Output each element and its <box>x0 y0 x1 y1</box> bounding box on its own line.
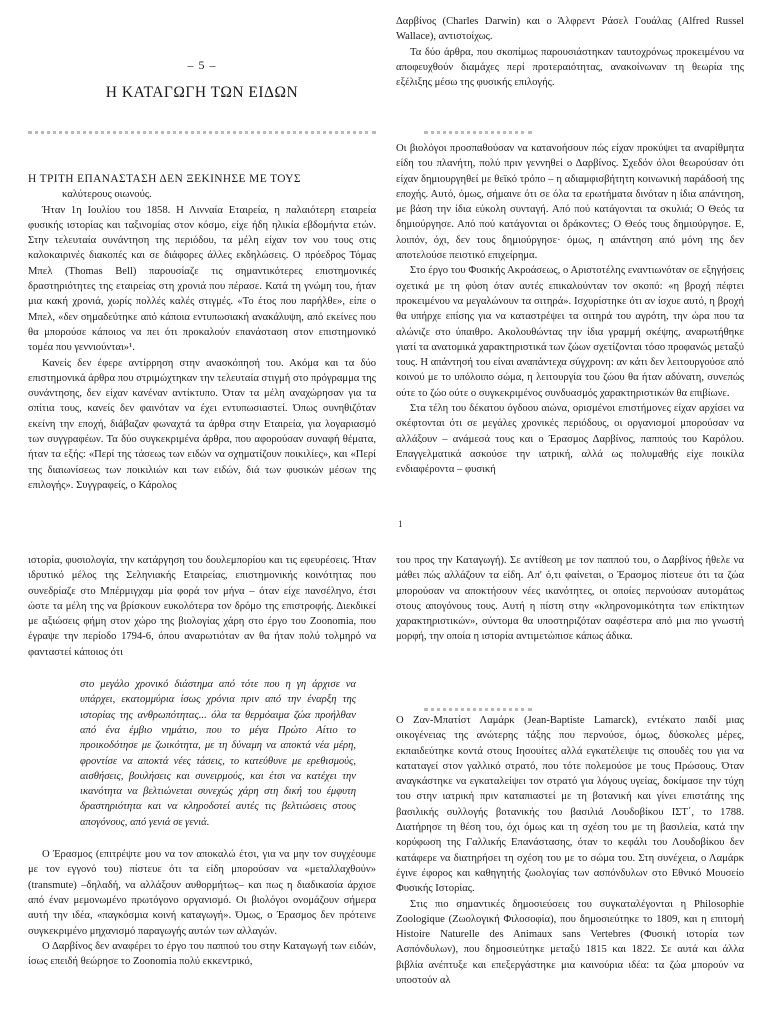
top-right-column-upper <box>396 14 744 90</box>
block-quote <box>28 677 376 830</box>
section-divider <box>424 708 532 711</box>
paragraph: Κανείς δεν έφερε αντίρρηση στην ανασκόπησή του. Ακόμα και τα δύο επιστημονικά άρθρα που στριμώχτηκαν την τελευταία στιγμή στο πρόγραμμα της συνάντησης, δεν είχαν κανέναν αντίκτυπο. Όταν τα μέλη αναχώρησαν για τα σπίτια τους, κανείς δεν φαινόταν να έχει εντυπωσιαστεί. Όπως συνηθιζόταν εκείνη την εποχή, διάβαζαν φωναχτά τα άρθρα στην Εταιρεία, για λογαριασμό των συγγραφέων. Τα δύο συγκεκριμένα άρθρα, που αφορούσαν συναφή θέματα, ήταν τα εξής: «Περί της τάσεως των ειδών να σχηματίζουν ποικιλίες», και «Περί της διαιωνίσεως των ποικιλιών και των ειδών, διά των φυσικών μέσων της επιλογής». Συγγραφείς, ο Κάρολος <box>28 357 376 491</box>
chapter-title: Η ΚΑΤΑΓΩΓΗ ΤΩΝ ΕΙΔΩΝ <box>105 84 299 101</box>
section-heading: Η ΤΡΙΤΗ ΕΠΑΝΑΣΤΑΣΗ ΔΕΝ ΞΕΚΙΝΗΣΕ ΜΕ ΤΟΥΣ <box>28 173 301 185</box>
paragraph: Ο Έρασμος (επιτρέψτε μου να τον αποκαλώ έτσι, για να μην τον συγχέουμε με τον εγγονό του) πίστευε ότι τα είδη μπορούσαν να «μεταλλαχθούν» (transmute) –δηλαδή, να αλλάξουν αυθορμήτως– και πως η διαδικασία άρχισε από έναν μεμονωμένο πρωτόγονο οργανισμό. Οι βιολόγοι ονομάζουν σήμερα αυτή την ιδέα, «παγκόσμια κοινή καταγωγή». Όμως, ο Έρασμος δεν πρότεινε συγκεκριμένο μηχανισμό παραγωγής αυτών των αλλαγών. <box>28 849 376 937</box>
paragraph: Ήταν 1η Ιουλίου του 1858. Η Λινναία Εταιρεία, η παλαιότερη εταιρεία φυσικής ιστορίας και ταξινομίας στον κόσμο, είχε ήδη ηλικία εβδομήντα ετών. Στην τελευταία συνάντηση της περιόδου, τα μέλη είχαν τον νου τους στις καλοκαιρινές διακοπές και σε διάφορες άλλες εκδηλώσεις. Ο πρόεδρος Τόμας Μπελ (Thomas Bell) παρουσίαζε τις σημαντικότερες επιστημονικές δραστηριότητες της εταιρείας στη χρονιά που πέρασε. Κατά τη γνώμη του, ήταν μια κακή χρονιά, χωρίς πολλές καλές στιγμές. «Το έτος που παρήλθε», είπε ο Μπελ, «δεν σημαδεύτηκε από κάποια εντυπωσιακή ανακάλυψη, από εκείνες που θα μπορούσε κάποιος να πει ότι προκαλούν επανάσταση στον επιστημονικό τομέα που γεννιούνται»¹. <box>28 204 376 354</box>
bottom-right-column-lower <box>396 713 744 988</box>
bottom-page-spread <box>0 545 768 1024</box>
section-heading-continuation: καλύτερους οιωνούς. <box>62 189 152 201</box>
paragraph: Ο Δαρβίνος δεν αναφέρει το έργο του παππού του στην Καταγωγή των ειδών, ίσως επειδή θεώρησε το Zoonomia πολύ εκκεντρικό, <box>28 940 376 968</box>
paragraph: Τα δύο άρθρα, που σκοπίμως παρουσιάστηκαν ταυτοχρόνως προκειμένου να αποφευχθούν διαμάχες περί προτεραιότητας, ανακοίνωναν τη θεωρία της εξέλιξης μέσω της φυσικής επιλογής. <box>396 46 744 89</box>
section-divider <box>424 131 532 134</box>
paragraph: Δαρβίνος (Charles Darwin) και ο Άλφρεντ Ράσελ Γουάλας (Alfred Russel Wallace), αντιστοίχως. <box>396 16 744 43</box>
top-right-column-lower <box>396 141 744 478</box>
top-left-column <box>28 172 376 493</box>
bottom-left-column <box>28 553 376 969</box>
chapter-number: – 5 – <box>187 58 217 72</box>
page-number: 1 <box>398 519 403 529</box>
paragraph: Στο έργο του Φυσικής Ακροάσεως, ο Αριστοτέλης εναντιωνόταν σε εξηγήσεις σχετικά με τη φύση όταν αυτές επικαλούνταν τον σκοπό: «η βροχή πέφτει προκειμένου να μεγαλώνουν τα σιτηρά». Ισχυρίστηκε ότι αν ίσχυε αυτό, η βροχή θα υπήρχε επίσης για να καταστρέψει τα σιτηρά του αγρότη, την ώρα που τα αλώνιζε στο ύπαιθρο. Ακολουθώντας την ίδια γραμμή σκέψης, αναρωτήθηκε γιατί τα ανατομικά χαρακτηριστικά των ζώων σχετίζονται τόσο προφανώς μεταξύ τους. Η απάντησή του είναι αναπάντεχα σύγχρονη: αν κάτι δεν λειτουργούσε από κοινού με το υπόλοιπο σώμα, η λειτουργία του ζώου θα ήταν αδύνατη, συνεπώς ούτε το ζώο ούτε ο συγκεκριμένος συνδυασμός χαρακτηριστικών θα επιβίωνε. <box>396 265 744 399</box>
paragraph: Στις πιο σημαντικές δημοσιεύσεις του συγκαταλέγονται η Philosophie Zoologique (Ζωολογική Φιλοσοφία), που δημοσιεύτηκε το 1809, και η επιτομή Histoire Naturelle des Animaux sans Vertebres (Φυσική ιστορία των Ασπόνδυλων), που δημοσιεύτηκε μεταξύ 1815 και 1822. Σε αυτά και άλλα βιβλία ανέπτυξε και επεξεργάστηκε μια καινούρια ιδέα: τα ζώα μπορούν να υποστούν αλ <box>396 898 744 987</box>
paragraph: ιστορία, φυσιολογία, την κατάργηση του δουλεμπορίου και τις εφευρέσεις. Ήταν ιδρυτικό μέλος της Σεληνιακής Εταιρείας, επιστημονικής κοινότητας που συνεδρίαζε στο Μπέρμιγχαμ μία φορά τον μήνα – όταν είχε πανσέληνο, έτσι ώστε τα μέλη της να βρίσκουν ευκολότερα τον δρόμο της επιστροφής. Διεκδικεί με αξιώσεις φήμη στον χώρο της βιολογίας χάρη στο έργο του Zoonomia, που έγραψε την περίοδο 1794-6, όπου αναρωτιόταν αν θα ήταν πολύ τολμηρό να φανταστεί κάποιος ότι <box>28 555 376 658</box>
bottom-right-column-upper <box>396 553 744 645</box>
quote-text: στο μεγάλο χρονικό διάστημα από τότε που η γη άρχισε να υπάρχει, εκατομμύρια ίσως χρόνια πριν από την έναρξη της ιστορίας της ανθρωπότητας... όλα τα θερμόαιμα ζώα προήλθαν από ένα έμβιο νημάτιο, που το μέγα Πρώτο Αίτιο το προικοδότησε με ζωικότητα, με τη δύναμη να αποκτά νέα μέρη, φροντίσε να αποκτά νέες τάσεις, το κατεύθυνε με ερεθισμούς, αισθήσεις, βουλήσεις και συνειρμούς, και έτσι να κατέχει την ικανότητα να βελτιώνεται συνεχώς χάρη στη δική του έμφυτη δραστηριότητα και να κληροδοτεί αυτές τις βελτιώσεις στους απογόνους, από γενιά σε γενιά. <box>80 679 356 828</box>
paragraph: του προς την Καταγωγή). Σε αντίθεση με τον παππού του, ο Δαρβίνος ήθελε να μάθει πώς αλλάζουν τα είδη. Απ' ό,τι φαίνεται, ο Έρασμος πίστευε ότι τα ζώα μπορούσαν να αποκτήσουν νέες ικανότητες, οι οποίες περνούσαν αυτομάτως στους απογόνους τους. Αυτή η πίστη στην «κληρονομικότητα των επίκτητων χαρακτηριστικών», σύντομα θα υποστηριζόταν σαφέστερα από μια πιο γνωστή μορφή, την οποία η ιστορία αντιμετώπισε κάπως άδικα. <box>396 555 744 643</box>
paragraph: Οι βιολόγοι προσπαθούσαν να κατανοήσουν πώς είχαν προκύψει τα αναρίθμητα είδη του πλανήτη, πολύ πριν γεννηθεί ο Δαρβίνος. Σχεδόν όλοι θεωρούσαν ότι είχαν δημιουργηθεί με θεϊκό τρόπο – η αδιαμφισβήτητη κοινωνική παράδοσή της εποχής. Αυτό, όμως, σήμαινε ότι σε όλα τα ερωτήματα δινόταν η ίδια απάντηση, με βάση την ίδια εύκολη συνταγή. Από πού κατάγονται τα σκυλιά; Ο Θεός τα δημιούργησε. Από πού κατάγονται οι δράκοντες; Ο Θεός τους δημιούργησε. Ε, λοιπόν, όχι, δεν τους δημιούργησε· όμως, η απάντηση από μόνη της δεν αποτελούσε πειστικό επιχείρημα. <box>396 143 744 262</box>
paragraph: Στα τέλη του δέκατου όγδοου αιώνα, ορισμένοι επιστήμονες είχαν αρχίσει να σκέφτονται ότι σε μεγάλες χρονικές περιόδους, οι οργανισμοί μπορούσαν να αλλάξουν – ανάμεσά τους και ο Έρασμος Δαρβίνος, παππούς του Καρόλου. Επαγγελματικά ασκούσε την ιατρική, αλλά ως πολυμαθής είχε ποικίλα ενδιαφέροντα – φυσική <box>396 403 744 476</box>
paragraph: Ο Ζαν-Μπατίστ Λαμάρκ (Jean-Baptiste Lamarck), εντέκατο παιδί μιας οικογένειας της ανώτερης τάξης που περνούσε, όμως, δύσκολες μέρες, εκπαιδεύτηκε κοντά στους Ιησουίτες αλλά εγκατέλειψε τις σπουδές του για να καταταγεί στον γαλλικό στρατό, που τότε πολεμούσε με τους Πρώσους. Όταν αναγκάστηκε να εγκαταλείψει τον στρατό για λόγους υγείας, δοκίμασε την τύχη του στην ιατρική πριν καταπιαστεί με τη βοτανική και γίνει επιστάτης της βασιλικής συλλογής βοτανικής του βασιλιά Λουδοβίκου ΙΣΤ΄, το 1788. Διατήρησε τη θέση του, όχι όμως και τη σχέση του με τη βασιλεία, κατά την κορύφωση της Γαλλικής Επανάστασης, όταν το κεφάλι του Λουδοβίκου δεν κατάφερε να διατηρήσει τη σχέση του με το σώμα του. Στη συνέχεια, ο Λαμάρκ έγινε έφορος και καθηγητής ζωολογίας των ασπόνδυλων στο Εθνικό Μουσείο Φυσικής Ιστορίας. <box>396 715 744 895</box>
section-divider <box>28 131 376 134</box>
